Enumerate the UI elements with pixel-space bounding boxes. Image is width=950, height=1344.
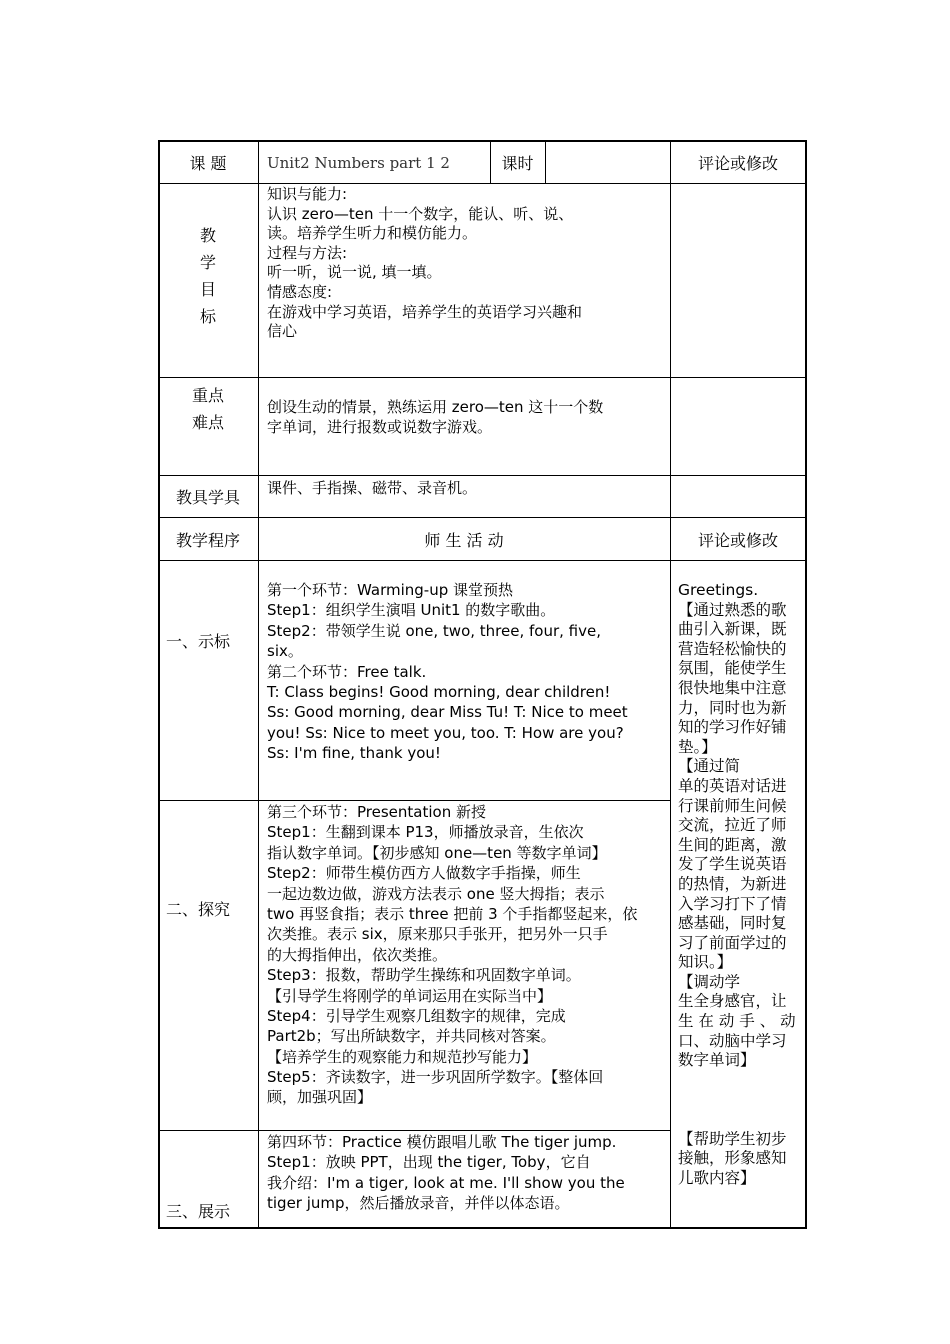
text-line: 【引导学生将刚学的单词运用在实际当中】 [267,986,553,1005]
text-line: 儿歌内容】 [678,1168,756,1187]
text-line: 很快地集中注意 [678,678,787,697]
text-line: 的大拇指伸出，依次类推。 [267,945,448,964]
text-line: 第四环节：Practice 模仿跟唱儿歌 The tiger jump. [267,1133,617,1151]
text-line: 垫。】 [678,737,717,756]
text-line: 创设生动的情景，熟练运用 zero—ten 这十一个数 [267,398,604,416]
row-divider [158,183,806,184]
text-line: Step1：生翻到课本 P13，师播放录音，生依次 [267,823,584,842]
text-line: 指认数字单词。【初步感知 one—ten 等数字单词】 [267,843,607,862]
period-label: 课时 [501,153,534,173]
text-line: 标 [199,307,216,326]
text-line: 力，同时也为新 [678,698,787,717]
text-line: 交流，拉近了师 [678,816,787,835]
row-divider [158,560,806,561]
text-line: you! Ss: Nice to meet you, too. T: How are you? [267,723,624,742]
section-content-1 [267,580,628,764]
text-line: 第二个环节：Free talk. [267,662,427,681]
table-border-right [805,140,807,1229]
text-line: Ss: Good morning, dear Miss Tu! T: Nice to meet [267,703,628,722]
objectives-label [158,222,258,330]
col-divider [258,140,259,1229]
tools-label: 教具学具 [175,488,240,507]
text-line: 接触，形象感知 [678,1149,787,1168]
row-divider [158,800,670,801]
table-border-bottom [158,1227,806,1229]
text-line: 顾，加强巩固】 [267,1088,373,1107]
section-label-1: 一、示标 [166,632,231,651]
activities-label: 师 生 活 动 [424,530,504,550]
text-line: T: Class begins! Good morning, dear children! [267,682,611,701]
text-line: 数字单词】 [678,1051,756,1070]
text-line [678,1110,796,1130]
period-value [545,141,670,183]
section-label-2: 二、探究 [166,900,231,919]
text-line: Ss: I'm fine, thank you! [267,744,441,763]
text-line: 重点 [191,386,224,405]
text-line: 认识 zero—ten 十一个数字，能认、听、说、 [267,204,574,223]
text-line: 第三个环节：Presentation 新授 [267,803,486,821]
key-points-label [158,382,258,436]
text-line: Step4：引导学生观察几组数字的规律，完成 [267,1006,566,1025]
text-line: 发了学生说英语 [678,855,787,874]
text-line: 读。培养学生听力和模仿能力。 [267,224,478,243]
row-divider [158,377,806,378]
text-line: 信心 [267,322,298,341]
text-line: Step2：带领学生说 one, two, three, four, five, [267,621,601,640]
text-line: 【调动学 [678,972,741,991]
text-line: Part2b；写出所缺数字，并共同核对答案。 [267,1027,556,1046]
text-line: 生 在 动 手 、 动 [678,1012,796,1031]
text-line: Step2：师带生模仿西方人做数字手指操，师生 [267,864,581,883]
text-line: 营造轻松愉快的 [678,639,787,658]
text-line: 生全身感官，让 [678,992,787,1011]
section-content-3 [267,1132,625,1214]
text-line: 生间的距离，激 [678,835,787,854]
text-line: 字单词，进行报数或说数字游戏。 [267,417,493,436]
text-line [678,1071,796,1091]
text-line: 听一听，说一说, 填一填。 [267,263,442,282]
text-line: 曲引入新课，既 [678,620,787,639]
text-line: 【培养学生的观察能力和规范抄写能力】 [267,1047,538,1066]
section-content-2 [267,802,637,1108]
text-line: six。 [267,642,303,661]
procedure-label: 教学程序 [175,530,240,550]
col-divider [670,140,671,1229]
topic-label: 课 题 [189,153,227,173]
objectives-content [267,185,582,342]
text-line: 第一个环节：Warming-up 课堂预热 [267,581,513,599]
text-line: 的热情，为新进 [678,874,787,893]
text-line: 过程与方法: [267,243,348,262]
comment-header-2: 评论或修改 [697,530,778,550]
row-divider [158,1130,670,1131]
text-line: 入学习打下了情 [678,894,787,913]
text-line: Step1：放映 PPT，出现 the tiger, Toby，它自 [267,1153,591,1172]
text-line: 知识与能力: [267,185,348,203]
text-line: 目 [199,280,216,299]
text-line: Step1：组织学生演唱 Unit1 的数字歌曲。 [267,601,556,620]
text-line: 学 [199,253,216,272]
text-line: 知识。】 [678,953,733,972]
text-line: 次类推。表示 six，原来那只手张开，把另外一只手 [267,925,608,944]
text-line: 情感态度: [267,282,333,301]
text-line: 习了前面学过的 [678,933,787,952]
text-line: 【通过熟悉的歌 [678,600,787,619]
text-line: 在游戏中学习英语，培养学生的英语学习兴趣和 [267,302,583,321]
section-label-3: 三、展示 [166,1202,231,1221]
text-line: 难点 [191,413,224,432]
text-line: 氛围，能使学生 [678,659,787,678]
text-line: 一起边数边做，游戏方法表示 one 竖大拇指；表示 [267,884,605,903]
text-line: Greetings. [678,581,759,599]
topic-value: Unit2 Numbers part 1 2 [267,154,450,172]
text-line: 单的英语对话进 [678,776,787,795]
text-line: 行课前师生问候 [678,796,787,815]
text-line: 教 [199,226,216,245]
text-line: 【帮助学生初步 [678,1129,787,1148]
tools-value: 课件、手指操、磁带、录音机。 [267,479,478,497]
text-line: Step3：报数，帮助学生操练和巩固数字单词。 [267,966,581,985]
text-line: 口、动脑中学习 [678,1031,787,1050]
text-line: 【通过简 [678,757,741,776]
key-points-content [267,398,603,437]
text-line: Step5：齐读数字，进一步巩固所学数字。【整体回 [267,1068,604,1087]
comment-header: 评论或修改 [697,153,778,173]
comments-content [678,581,796,1188]
text-line: 我介绍：I'm a tiger, look at me. I'll show you the [267,1173,625,1192]
text-line: 感基础，同时复 [678,914,787,933]
text-line: 知的学习作好铺 [678,718,787,737]
text-line: two 再竖食指；表示 three 把前 3 个手指都竖起来，依 [267,904,638,923]
text-line: tiger jump，然后播放录音，并伴以体态语。 [267,1194,570,1213]
text-line [678,1090,796,1110]
